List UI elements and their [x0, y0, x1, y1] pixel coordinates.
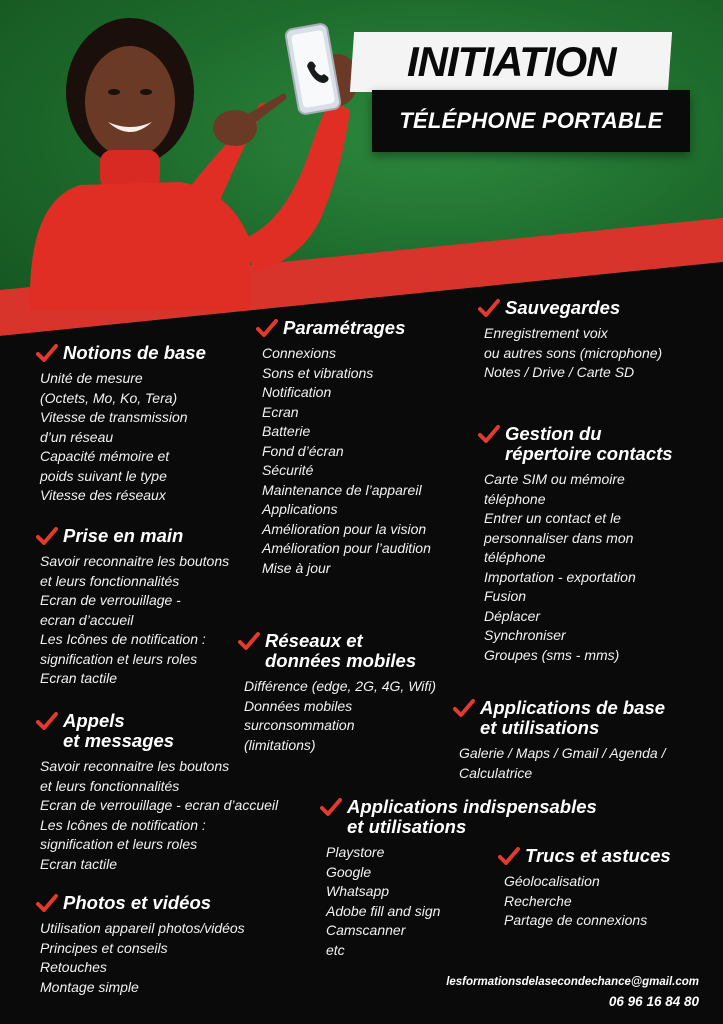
subtitle-banner — [372, 90, 690, 152]
section-heading — [256, 318, 431, 338]
section-prise-en-main — [36, 526, 229, 689]
list-item: Applications — [262, 501, 338, 517]
section-heading — [36, 343, 206, 363]
list-item: Vitesse des réseaux — [40, 487, 166, 503]
section-heading — [36, 893, 245, 913]
page-subtitle: TÉLÉPHONE PORTABLE — [399, 108, 663, 133]
section-title: Réseaux et données mobiles — [265, 630, 417, 671]
list-item: Amélioration pour l’audition — [262, 540, 431, 556]
section-heading — [238, 631, 436, 671]
list-item: surconsommation — [244, 717, 355, 733]
list-item: Les Icônes de notification : — [40, 631, 206, 647]
section-title: Gestion du répertoire contacts — [505, 423, 673, 464]
list-item: Partage de connexions — [504, 912, 648, 928]
list-item: personnaliser dans mon — [484, 529, 634, 546]
section-photos-et-videos — [36, 893, 245, 997]
section-heading — [36, 526, 229, 546]
list-item: Galerie / Maps / Gmail / Agenda / — [459, 745, 666, 761]
page-title: INITIATION — [406, 38, 616, 85]
list-item: etc — [326, 941, 345, 958]
section-applications-de-base — [453, 698, 665, 783]
list-item: Amélioration pour la vision — [262, 520, 427, 537]
list-item: Sons et vibrations — [262, 364, 374, 381]
list-item: Différence (edge, 2G, 4G, Wifi) — [244, 678, 437, 694]
list-item: téléphone — [484, 549, 546, 565]
section-heading — [453, 698, 665, 738]
section-title: Sauvegardes — [505, 297, 621, 318]
list-item: Connexions — [262, 345, 336, 361]
list-item: Fond d’écran — [262, 442, 344, 459]
list-item: Camscanner — [326, 922, 406, 938]
list-item: Principes et conseils — [40, 939, 168, 956]
list-item: Fusion — [484, 588, 527, 604]
list-item: Retouches — [40, 959, 107, 975]
list-item: Groupes (sms - mms) — [484, 646, 620, 663]
list-item: Maintenance de l’appareil — [262, 481, 422, 498]
list-item: Synchroniser — [484, 627, 566, 643]
section-heading — [320, 797, 597, 837]
list-item: et leurs fonctionnalités — [40, 572, 180, 589]
checkmark-icon — [238, 632, 260, 650]
section-title: Photos et vidéos — [63, 892, 212, 913]
list-item: Capacité mémoire et — [40, 448, 170, 464]
list-item: Adobe fill and sign — [326, 902, 441, 919]
list-item: Whatsapp — [326, 883, 390, 899]
section-title: Applications de base et utilisations — [480, 697, 666, 738]
checkmark-icon — [478, 299, 500, 317]
list-item: Enregistrement voix — [484, 325, 608, 341]
list-item: Google — [326, 863, 372, 880]
section-heading — [498, 846, 671, 866]
section-title: Notions de base — [63, 342, 206, 363]
list-item: téléphone — [484, 490, 546, 507]
list-item: d’un réseau — [40, 428, 114, 445]
contact-email: lesformationsdelasecondechance@gmail.com — [446, 976, 699, 988]
list-item: Vitesse de transmission — [40, 409, 188, 425]
list-item: Ecran de verrouillage - — [40, 592, 181, 608]
section-title: Applications indispensables et utilisations — [347, 796, 597, 837]
list-item: Playstore — [326, 844, 385, 860]
list-item: Savoir reconnaitre les boutons — [40, 758, 230, 774]
section-title: Trucs et astuces — [525, 845, 671, 866]
list-item: Entrer un contact et le — [484, 510, 621, 526]
list-item: Utilisation appareil photos/vidéos — [40, 920, 245, 936]
list-item: Ecran — [262, 403, 299, 420]
list-item: Batterie — [262, 423, 311, 439]
list-item: Les Icônes de notification : — [40, 816, 206, 833]
list-item: Ecran de verrouillage - ecran d’accueil — [40, 797, 279, 813]
list-item: Calculatrice — [459, 764, 533, 781]
list-item: Sécurité — [262, 462, 314, 478]
checkmark-icon — [498, 847, 520, 865]
section-heading — [478, 424, 673, 464]
checkmark-icon — [320, 798, 342, 816]
checkmark-icon — [36, 712, 58, 730]
list-item: Carte SIM ou mémoire — [484, 471, 625, 487]
list-item: ecran d’accueil — [40, 611, 134, 628]
checkmark-icon — [36, 344, 58, 362]
list-item: Mise à jour — [262, 559, 331, 576]
list-item: Recherche — [504, 892, 572, 909]
list-item: et leurs fonctionnalités — [40, 777, 180, 794]
section-trucs-et-astuces — [498, 846, 671, 931]
checkmark-icon — [453, 699, 475, 717]
list-item: Déplacer — [484, 607, 541, 624]
list-item: Importation - exportation — [484, 568, 636, 585]
list-item: Géolocalisation — [504, 873, 600, 889]
woman-holding-phone-image — [20, 10, 380, 310]
list-item: signification et leurs roles — [40, 836, 198, 852]
checkmark-icon — [36, 527, 58, 545]
section-parametrages — [256, 318, 431, 578]
checkmark-icon — [478, 425, 500, 443]
section-title: Paramétrages — [283, 317, 406, 338]
section-notions-de-base — [36, 343, 206, 506]
list-item: (Octets, Mo, Ko, Tera) — [40, 389, 178, 406]
checkmark-icon — [36, 894, 58, 912]
title-banner — [350, 32, 672, 92]
list-item: Montage simple — [40, 978, 139, 995]
list-item: poids suivant le type — [40, 467, 167, 484]
list-item: signification et leurs roles — [40, 650, 198, 667]
list-item: Notes / Drive / Carte SD — [484, 364, 635, 380]
section-title: Appels et messages — [63, 710, 175, 751]
list-item: (limitations) — [244, 736, 316, 753]
list-item: ou autres sons (microphone) — [484, 344, 663, 361]
contact-phone: 06 96 16 84 80 — [608, 994, 699, 1009]
list-item: Notification — [262, 384, 332, 400]
list-item: Ecran tactile — [40, 670, 118, 686]
section-title: Prise en main — [63, 525, 184, 546]
section-reseaux-et-donnees-mobiles — [238, 631, 436, 755]
list-item: Données mobiles — [244, 697, 353, 714]
section-heading — [478, 298, 662, 318]
list-item: Savoir reconnaitre les boutons — [40, 553, 230, 569]
checkmark-icon — [256, 319, 278, 337]
list-item: Ecran tactile — [40, 855, 118, 872]
list-item: Unité de mesure — [40, 370, 143, 386]
section-gestion-repertoire-contacts — [478, 424, 673, 665]
section-sauvegardes — [478, 298, 662, 383]
